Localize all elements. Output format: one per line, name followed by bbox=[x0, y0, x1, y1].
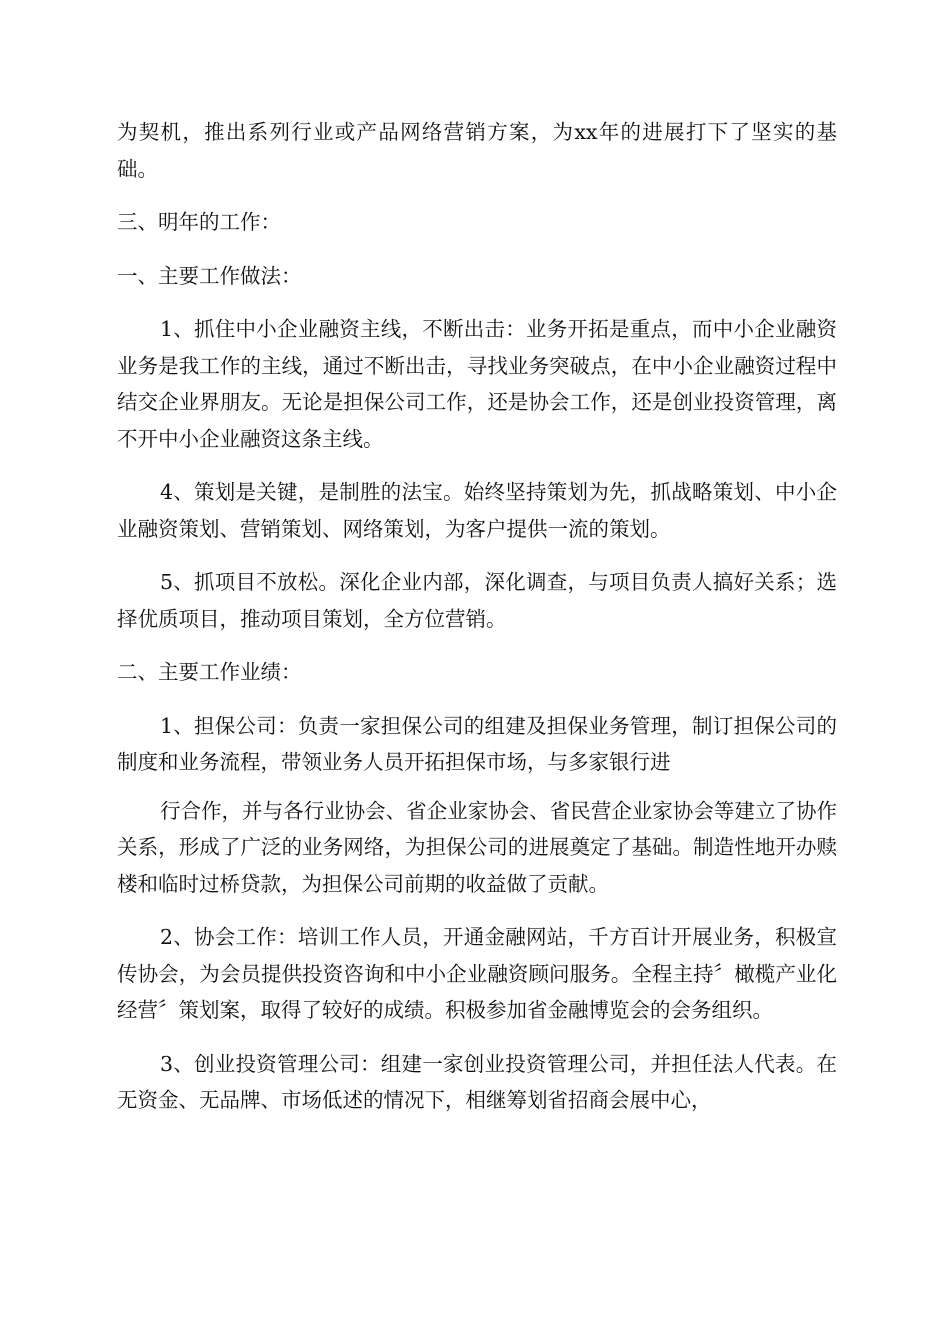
paragraph-item-1-financing: 1、抓住中小企业融资主线，不断出击：业务开拓是重点，而中小企业融资业务是我工作的主线，通过不断出击，寻找业务突破点，在中小企业融资过程中结交企业界朋友。无论是担保公司工作，还是协会工作，还是创业投资管理，离不开中小企业融资这条主线。 bbox=[117, 317, 837, 451]
paragraph-continuation: 为契机，推出系列行业或产品网络营销方案，为xx年的进展打下了坚实的基础。 bbox=[117, 120, 837, 181]
paragraph-achievement-1-continued: 行合作，并与各行业协会、省企业家协会、省民营企业家协会等建立了协作关系，形成了广泛的业务网络，为担保公司的进展奠定了基础。制造性地开办赎楼和临时过桥贷款，为担保公司前期的收益做了贡献。 bbox=[117, 798, 837, 896]
paragraph-achievement-1-guarantee: 1、担保公司：负责一家担保公司的组建及担保业务管理，制订担保公司的制度和业务流程，带领业务人员开拓担保市场，与多家银行进 bbox=[117, 713, 837, 774]
subheading-work-achievements: 二、主要工作业绩： bbox=[117, 660, 302, 684]
paragraph-achievement-3-venture: 3、创业投资管理公司：组建一家创业投资管理公司，并担任法人代表。在无资金、无品牌、市场低述的情况下，相继筹划省招商会展中心， bbox=[117, 1051, 837, 1112]
paragraph-item-4-planning: 4、策划是关键，是制胜的法宝。始终坚持策划为先，抓战略策划、中小企业融资策划、营销策划、网络策划，为客户提供一流的策划。 bbox=[117, 480, 837, 541]
paragraph-achievement-2-association: 2、协会工作：培训工作人员，开通金融网站，千方百计开展业务，积极宣传协会，为会员提供投资咨询和中小企业融资顾问服务。全程主持〞橄榄产业化经营〞策划案，取得了较好的成绩。积极参加省金融博览会的会务组织。 bbox=[117, 925, 837, 1022]
document-body bbox=[117, 114, 837, 1136]
subheading-work-methods: 一、主要工作做法： bbox=[117, 263, 302, 288]
paragraph-item-5-projects: 5、抓项目不放松。深化企业内部，深化调查，与项目负责人搞好关系；选择优质项目，推动项目策划，全方位营销。 bbox=[117, 570, 837, 631]
section-heading-next-year: 三、明年的工作： bbox=[117, 210, 281, 234]
